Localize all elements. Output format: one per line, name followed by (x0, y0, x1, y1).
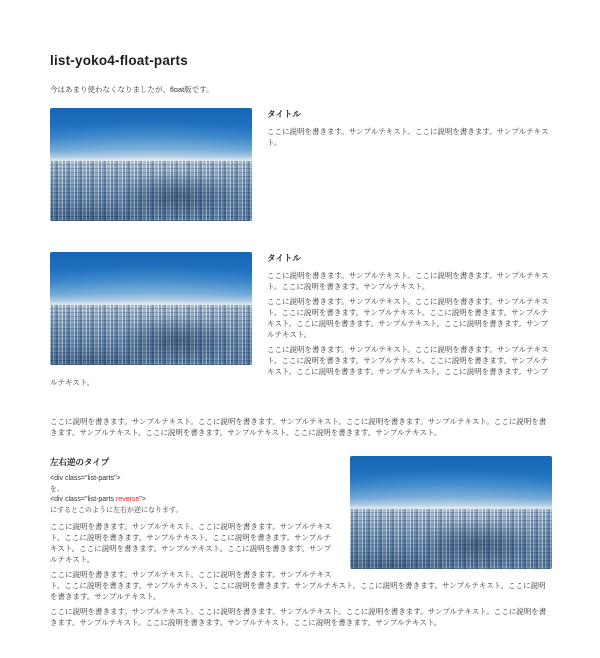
item-paragraph: ここに説明を書きます。サンプルテキスト。ここに説明を書きます。サンプルテキスト。ここに説明を書きます。サンプルテキスト。ここに説明を書きます。サンプルテキスト。ここに説明を書きます。サンプルテキスト。ここに説明を書きます。サンプルテキスト。 (50, 570, 546, 601)
code-note: にするとこのように左右が逆になります。 (50, 506, 183, 514)
item-paragraph: ここに説明を書きます。サンプルテキスト。ここに説明を書きます。サンプルテキスト。 (267, 127, 549, 147)
item-title: タイトル (267, 253, 301, 263)
standalone-paragraph: ここに説明を書きます。サンプルテキスト。ここに説明を書きます。サンプルテキスト。ここに説明を書きます。サンプルテキスト。ここに説明を書きます。サンプルテキスト。ここに説明を書きます。サンプルテキスト。ここに説明を書きます。サンプルテキスト。 (50, 417, 547, 437)
list-parts-section-2 (50, 252, 552, 392)
code-line-2-suffix: "> (139, 496, 146, 503)
code-line-1: <div class="list-parts"> (50, 475, 121, 482)
item-title: タイトル (267, 109, 301, 119)
item-paragraph: ここに説明を書きます。サンプルテキスト。ここに説明を書きます。サンプルテキスト。ここに説明を書きます。サンプルテキスト。ここに説明を書きます。サンプルテキスト。ここに説明を書きます。サンプルテキスト。ここに説明を書きます。サンプルテキスト。 (50, 345, 549, 387)
cityscape-photo (350, 456, 552, 569)
item-paragraph: ここに説明を書きます。サンプルテキスト。ここに説明を書きます。サンプルテキスト。ここに説明を書きます。サンプルテキスト。 (267, 271, 549, 291)
list-parts-section-1 (50, 108, 552, 228)
reverse-keyword: reverse (115, 496, 140, 503)
intro-text: 今はあまり使わなくなりましたが、float版です。 (50, 85, 214, 94)
item-paragraph: ここに説明を書きます。サンプルテキスト。ここに説明を書きます。サンプルテキスト。ここに説明を書きます。サンプルテキスト。ここに説明を書きます。サンプルテキスト。ここに説明を書きます。サンプルテキスト。ここに説明を書きます。サンプルテキスト。 (267, 297, 549, 339)
cityscape-photo (50, 108, 252, 221)
list-parts-reverse-section (50, 456, 552, 632)
reverse-section-title: 左右逆のタイプ (50, 457, 110, 467)
page-title: list-yoko4-float-parts (50, 53, 188, 68)
code-line-2-prefix: <div class="list-parts (50, 496, 116, 503)
cityscape-photo (50, 252, 252, 365)
item-paragraph: ここに説明を書きます。サンプルテキスト。ここに説明を書きます。サンプルテキスト。ここに説明を書きます。サンプルテキスト。ここに説明を書きます。サンプルテキスト。ここに説明を書きます。サンプルテキスト。ここに説明を書きます。サンプルテキスト。 (50, 522, 332, 564)
item-paragraph: ここに説明を書きます。サンプルテキスト。ここに説明を書きます。サンプルテキスト。ここに説明を書きます。サンプルテキスト。ここに説明を書きます。サンプルテキスト。ここに説明を書きます。サンプルテキスト。ここに説明を書きます。サンプルテキスト。 (50, 607, 547, 627)
code-conjunction: を、 (50, 485, 64, 493)
